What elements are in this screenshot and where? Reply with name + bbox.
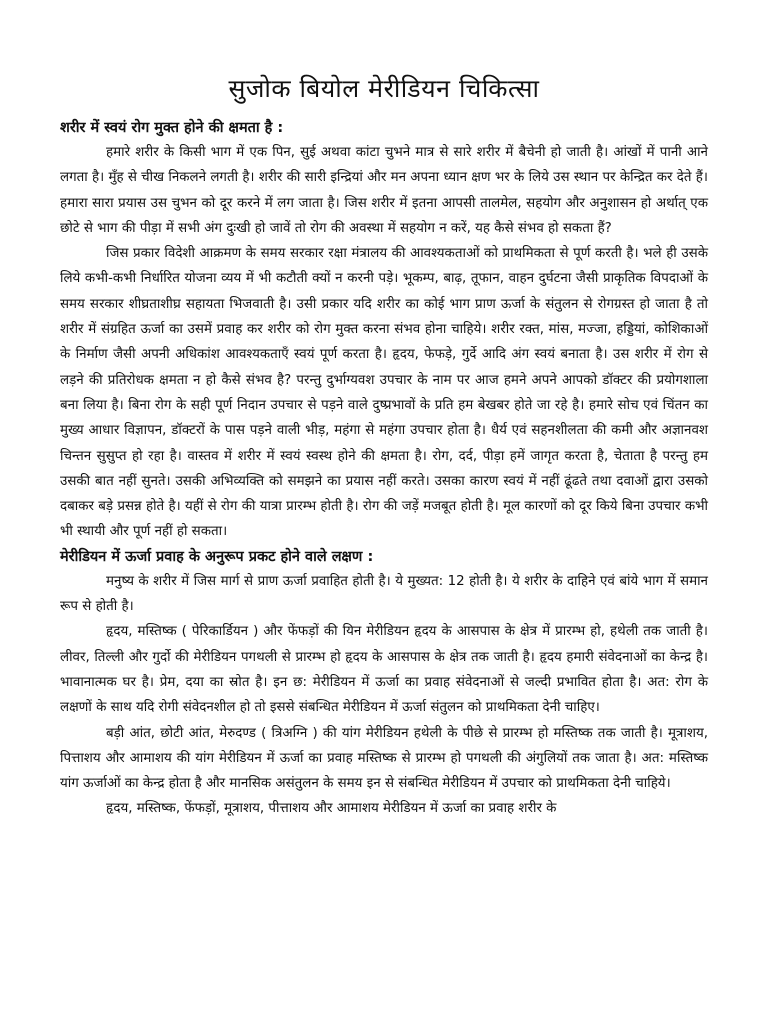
document-title: सुजोक बियोल मेरीडियन चिकित्सा xyxy=(228,74,540,103)
section-heading: शरीर में स्वयं रोग मुक्त होने की क्षमता है : xyxy=(60,120,284,136)
paragraph: बड़ी आंत, छोटी आंत, मेरुदण्ड ( त्रिअग्नि ) की यांग मेरीडियन हथेली के पीछे से प्रारम्भ हो मस्तिष्क तक जाती है। मूत्राशय, पित्ताशय और आमाशय की यांग मेरीडियन में ऊर्जा का प्रवाह मस्तिष्क से प्रारम्भ हो पगथली की अंगुलियों तक जाता है। अत: मस्तिष्क यांग ऊर्जाओं का केन्द्र होता है और मानसिक असंतुलन के समय इन से संबन्धित मेरीडियन में उपचार को प्राथमिकता देनी चाहिये। xyxy=(60,725,708,792)
paragraph: हृदय, मस्तिष्क ( पेरिकार्डियन ) और फेंफड़ों की यिन मेरीडियन हृदय के आसपास के क्षेत्र में प्रारम्भ हो, हथेली तक जाती है। लीवर, तिल्ली और गुर्दो की मेरीडियन पगथली से प्रारम्भ हो हृदय के आसपास के क्षेत्र तक जाती है। हृदय हमारी संवेदनाओं का केन्द्र है। भावानात्मक घर है। प्रेम, दया का स्रोत है। इन छ: मेरीडियन में ऊर्जा का प्रवाह संवेदनाओं से जल्दी प्रभावित होता है। अत: रोग के लक्षणों के साथ यदि रोगी संवेदनशील हो तो इससे संबन्धित मेरीडियन में ऊर्जा संतुलन को प्राथमिकता देनी चाहिए। xyxy=(60,624,708,716)
section-heading: मेरीडियन में ऊर्जा प्रवाह के अनुरूप प्रकट होने वाले लक्षण : xyxy=(60,548,374,565)
paragraph: हृदय, मस्तिष्क, फेंफड़ों, मूत्राशय, पीत्ताशय और आमाशय मेरीडियन में ऊर्जा का प्रवाह शरीर के xyxy=(106,801,557,817)
paragraph: हमारे शरीर के किसी भाग में एक पिन, सुई अथवा कांटा चुभने मात्र से सारे शरीर में बैचेनी हो जाती है। आंखों में पानी आने लगता है। मुँह से चीख निकलने लगती है। शरीर की सारी इन्द्रियां और मन अपना ध्यान क्षण भर के लिये उस स्थान पर केन्द्रित कर देते हैं। हमारा सारा प्रयास उस चुभन को दूर करने में लग जाता है। जिस शरीर में इतना आपसी तालमेल, सहयोग और अनुशासन हो अर्थात् एक छोटे से भाग की पीड़ा में सभी अंग दुःखी हो जावें तो रोग की अवस्था में सहयोग न करें, यह कैसे संभव हो सकता हैं? xyxy=(60,145,708,236)
paragraph: जिस प्रकार विदेशी आक्रमण के समय सरकार रक्षा मंत्रालय की आवश्यकताओं को प्राथमिकता से पूर्ण करती है। भले ही उसके लिये कभी-कभी निर्धारित योजना व्यय में भी कटौती क्यों न करनी पड़े। भूकम्प, बाढ़, तूफान, वाहन दुर्घटना जैसी प्राकृतिक विपदाओं के समय सरकार शीघ्रताशीघ्र सहायता भिजवाती है। उसी प्रकार यदि शरीर का कोई भाग प्राण ऊर्जा के संतुलन से रोगग्रस्त हो जाता है तो शरीर में संग्रहित ऊर्जा का उसमें प्रवाह कर शरीर को रोग मुक्त करना संभव होना चाहिये। शरीर रक्त, मांस, मज्जा, हड्डियां, कोशिकाओं के निर्माण जैसी अपनी अधिकांश आवश्यकताएँ स्वयं पूर्ण करता है। हृदय, फेफड़े, गुर्दे आदि अंग स्वयं बनाता है। उस शरीर में रोग से लड़ने की प्रतिरोधक क्षमता न हो कैसे संभव है? परन्तु दुर्भाग्यवश उपचार के नाम पर आज हमने अपने आपको डॉक्टर की प्रयोगशाला बना लिया है। बिना रोग के सही पूर्ण निदान उपचार से पड़ने वाले दुष्प्रभावों के प्रति हम बेखबर होते जा रहे है। हमारे सोच एवं चिंतन का मुख्य आधार विज्ञापन, डॉक्टरों के पास पड़ने वाली भीड़, महंगा से महंगा उपचार होता है। धैर्य एवं सहनशीलता की कमी और अज्ञानवश चिन्तन सुसुप्त हो रहा है। वास्तव में शरीर में स्वयं स्वस्थ होने की क्षमता है। रोग, दर्द, पीड़ा हमें जागृत करता है, चेताता है परन्तु हम उसकी बात नहीं सुनते। उसकी अभिव्यक्ति को समझने का प्रयास नहीं करते। उसका कारण स्वयं में नहीं ढूंढते तथा दवाओं द्वारा उसको दबाकर बड़े प्रसन्न होते है। यहीं से रोग की यात्रा प्रारम्भ होती है। रोग की जड़ें मजबूत होती है। मूल कारणों को दूर किये बिना उपचार कभी भी स्थायी और पूर्ण नहीं हो सकता। xyxy=(60,246,708,540)
paragraph: मनुष्य के शरीर में जिस मार्ग से प्राण ऊर्जा प्रवाहित होती है। ये मुख्यत: 12 होती है। ये शरीर के दाहिने एवं बांये भाग में समान रूप से होती है। xyxy=(60,573,708,615)
